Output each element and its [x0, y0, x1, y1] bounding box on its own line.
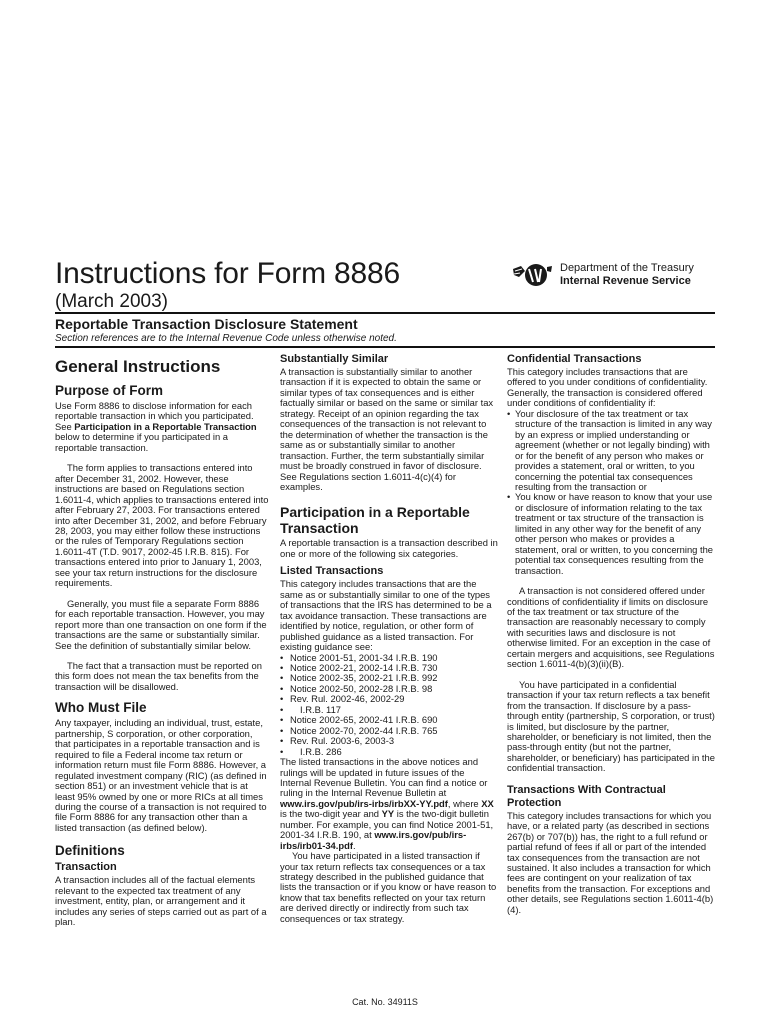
- list-item-continuation: • I.R.B. 286: [280, 747, 498, 757]
- listed-paragraph-1: This category includes transactions that are the same as or substantially similar to one of the types of transactions that the IRS has determined to be a tax avoidance transaction. These transactions are identified by notice, regulation, or other form of published guidance as a listed transaction. For existing guidance see:: [280, 578, 492, 653]
- substantially-similar-heading: Substantially Similar: [280, 353, 389, 365]
- who-must-file-heading: Who Must File: [55, 700, 147, 716]
- confidential-paragraph-2: A transaction is not considered offered under conditions of confidentiality if limits on disclosure of the tax treatment or tax structure of the transaction are reasonably necessary to comply with securities laws and disclosure is not otherwise limited. For an exception in the case of certain mergers and acquisitions, see Regulations section 1.6011-4(b)(3)(ii)(B).: [507, 585, 715, 670]
- header-rule-top: [55, 312, 715, 314]
- purpose-paragraph-1: Use Form 8886 to disclose information for each reportable transaction in which you participated. See Participation in a Reportable Transaction below to determine if you participated in a reportable transaction.: [55, 400, 257, 453]
- listed-paragraph-2: The listed transactions in the above notices and rulings will be updated in future issues of the Internal Revenue Bulletin. You can find a notice or ruling in the Internal Revenue Bulletin at www.irs.gov/pub/irs-irbs/irbXX-YY.pdf, where XX is the two-digit year and YY is the two-digit bulletin number. For example, you can find Notice 2001-51, 2001-34 I.R.B. 190, at www.irs.gov/pub/irs-irbs/irb01-34.pdf.: [280, 756, 494, 851]
- list-item: • Notice 2002-50, 2002-28 I.R.B. 98: [280, 684, 498, 694]
- participation-paragraph: A reportable transaction is a transaction described in one or more of the following six categories.: [280, 537, 498, 559]
- transaction-heading: Transaction: [55, 861, 117, 874]
- list-item: • Notice 2002-35, 2002-21 I.R.B. 992: [280, 673, 498, 683]
- purpose-paragraph-4: The fact that a transaction must be reported on this form does not mean the tax benefits from the transaction will be disallowed.: [55, 659, 262, 692]
- general-instructions-heading: General Instructions: [55, 357, 221, 376]
- section-note: Section references are to the Internal Revenue Code unless otherwise noted.: [55, 333, 397, 344]
- transaction-paragraph: A transaction includes all of the factual elements relevant to the expected tax treatment of any investment, entity, plan, or arrangement and it includes any series of steps carried out as part of a plan.: [55, 874, 267, 928]
- catalog-number: Cat. No. 34911S: [352, 997, 418, 1007]
- list-item-continuation: • I.R.B. 117: [280, 705, 498, 715]
- column-2: [280, 353, 498, 924]
- listed-paragraph-3: You have participated in a listed transaction if your tax return reflects tax consequences or a tax strategy described in the published guidance that lists the transaction or if you know or have reason to know that tax benefits reflected on your tax return are derived directly or indirectly from such tax consequences or tax strategy.: [280, 850, 497, 924]
- participation-heading: Participation in a Reportable Transaction: [280, 504, 470, 537]
- irb-example-link[interactable]: www.irs.gov/pub/irs-irbs/irb01-34.pdf: [280, 829, 467, 851]
- confidential-paragraph-1: This category includes transactions that are offered to you under conditions of confidentiality. Generally, the transaction is considered offered under conditions of confidentiality if:: [507, 366, 708, 409]
- list-item: • Notice 2002-21, 2002-14 I.R.B. 730: [280, 663, 498, 673]
- irb-url-template-link[interactable]: www.irs.gov/pub/irs-irbs/irbXX-YY.pdf: [280, 797, 448, 809]
- contractual-protection-heading: Transactions With Contractual Protection: [507, 783, 666, 809]
- confidential-paragraph-3: You have participated in a confidential transaction if your tax return reflects a tax benefit from the transaction. If disclosure by a pass-through entity (partnership, S corporation, or trust) is limited, but disclosure by the partner, shareholder, or beneficiary is not limited, then the pass-through entity (but not the partner, shareholder, or beneficiary) has participated in the confidential transaction.: [507, 678, 715, 774]
- substantially-similar-paragraph: A transaction is substantially similar to another transaction if it is expected to obtain the same or similar types of tax consequences and is either factually similar or based on the same or similar tax strategy. Receipt of an opinion regarding the tax consequences of the transaction is not relevant to the determination of whether the transaction is the same as or substantially similar to another transaction. Further, the term substantially similar must be broadly construed in favor of disclosure. See Regulations section 1.6011-4(c)(4) for examples.: [280, 366, 494, 492]
- agency-name: Internal Revenue Service: [560, 275, 691, 287]
- definitions-heading: Definitions: [55, 843, 125, 859]
- department-name: Department of the Treasury: [560, 262, 694, 274]
- agency-block: [560, 262, 694, 288]
- column-3: [507, 353, 717, 915]
- confidential-bullet-2: • You know or have reason to know that your use or disclosure of information relating to the tax treatment or tax structure of the transaction is limited in any other way for the benefit of any other person who makes or provides a statement, oral or written, to you concerning the potential tax consequences resulting from the transaction.: [507, 492, 717, 576]
- list-item: • Notice 2002-65, 2002-41 I.R.B. 690: [280, 715, 498, 725]
- confidential-bullet-1: • Your disclosure of the tax treatment or tax structure of the transaction is limited in any way by an express or implied understanding or agreement (whether or not legally binding) with or for the benefit of any person who makes or provides a statement, oral or written, to you concerning the potential tax consequences resulting from the transaction or: [507, 409, 717, 493]
- irs-eagle-logo-icon: [511, 263, 553, 287]
- who-must-file-paragraph: Any taxpayer, including an individual, trust, estate, partnership, S corporation, or other corporation, that participates in a reportable transaction and is required to file a Federal income tax return or information return must file Form 8886. However, a regulated investment company (RIC) (as defined in section 851) or an investment vehicle that is at least 95% owned by one or more RICs at all times during the course of a transaction is not required to file Form 8886 for any transaction other than a listed transaction (as defined below).: [55, 717, 267, 833]
- listed-transactions-heading: Listed Transactions: [280, 565, 384, 578]
- contractual-protection-paragraph: This category includes transactions for which you have, or a related party (as described in sections 267(b) or 707(b)) has, the right to a full refund or partial refund of fees if all or part of the intended tax consequences from the transaction are not sustained. It also includes a transaction for which fees are contingent on your realization of tax benefits from the transaction. For exceptions and other details, see Regulations section 1.6011-4(b)(4).: [507, 809, 714, 915]
- purpose-heading: Purpose of Form: [55, 383, 164, 398]
- purpose-paragraph-3: Generally, you must file a separate Form 8886 for each reportable transaction. However, you may report more than one transaction on one form if the transactions are the same or substantially similar. See the definition of substantially similar below.: [55, 597, 267, 651]
- list-item: • Rev. Rul. 2002-46, 2002-29: [280, 694, 498, 704]
- list-item: • Rev. Rul. 2003-6, 2003-3: [280, 736, 498, 746]
- form-subtitle: Reportable Transaction Disclosure Statement: [55, 316, 358, 332]
- notice-list: [280, 653, 498, 758]
- purpose-paragraph-2: The form applies to transactions entered into after December 31, 2002. However, these instructions are based on Regulations section 1.6011-4, which applies to transactions entered into after February 27, 2003. For transactions entered into after December 31, 2002, and before February 28, 2003, you may either follow these instructions or the rules of Temporary Regulations section 1.6011-4T (T.D. 9017, 2002-45 I.R.B. 815). For transactions entered into prior to January 1, 2003, see your tax return instructions for the disclosure requirements.: [55, 462, 269, 589]
- list-item: • Notice 2001-51, 2001-34 I.R.B. 190: [280, 653, 498, 663]
- confidential-heading: Confidential Transactions: [507, 353, 642, 365]
- list-item: • Notice 2002-70, 2002-44 I.R.B. 765: [280, 726, 498, 736]
- page-title: Instructions for Form 8886: [55, 257, 400, 290]
- column-1: [55, 353, 269, 928]
- edition-date: (March 2003): [55, 291, 168, 312]
- header-rule-bottom: [55, 346, 715, 348]
